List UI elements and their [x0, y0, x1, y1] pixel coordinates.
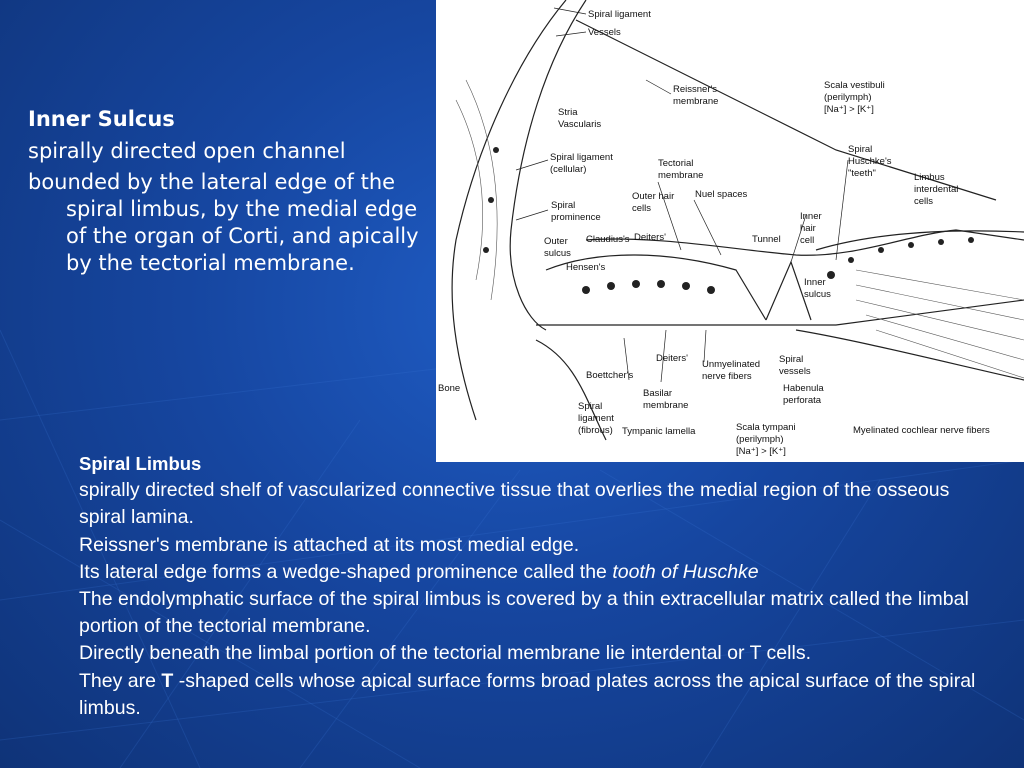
label-scala-tympani-1: Scala tympani: [736, 422, 796, 433]
label-inner-hair-1: Inner: [800, 211, 822, 222]
label-scala-vestibuli-1: Scala vestibuli: [824, 80, 885, 91]
label-tunnel: Tunnel: [752, 234, 781, 245]
spiral-limbus-text: [79, 450, 979, 722]
label-stria-2: Vascularis: [558, 119, 602, 130]
para-3-text: Its lateral edge forms a wedge-shaped prominence called the: [79, 560, 613, 583]
label-limbus-3: cells: [914, 196, 934, 207]
label-scala-vestibuli-3: [Na⁺] > [K⁺]: [824, 104, 874, 115]
label-spiral-fibrous-2: ligament: [578, 413, 614, 424]
label-tectorial-1: Tectorial: [658, 158, 694, 169]
label-scala-tympani-3: [Na⁺] > [K⁺]: [736, 446, 786, 457]
tooth-of-huschke-term: tooth of Huschke: [612, 560, 759, 583]
label-unmyelinated-1: Unmyelinated: [702, 359, 761, 370]
label-vessels: Vessels: [588, 27, 621, 38]
cochlea-diagram: [436, 0, 1024, 462]
label-reissner-1: Reissner's: [673, 84, 718, 95]
inner-sulcus-line-1: spirally directed open channel: [28, 139, 346, 163]
label-hensen: Hensen's: [566, 262, 606, 273]
label-limbus-2: interdental: [914, 184, 959, 195]
label-claudius: Claudius's: [586, 234, 630, 245]
label-habenula-2: perforata: [783, 395, 822, 406]
label-spiral-vessels-2: vessels: [779, 366, 811, 377]
label-outer-sulcus-2: sulcus: [544, 248, 571, 259]
label-limbus-1: Limbus: [914, 172, 945, 183]
label-habenula-1: Habenula: [783, 383, 824, 394]
label-outer-hair-1: Outer hair: [632, 191, 675, 202]
inner-sulcus-text: [28, 106, 428, 281]
spiral-limbus-para-3: [79, 559, 979, 586]
label-spiral-huschke-2: Huschke's: [848, 156, 892, 167]
label-tympanic-lamella: Tympanic lamella: [622, 426, 696, 437]
label-deiters-bottom: Deiters': [656, 353, 688, 364]
label-reissner-2: membrane: [673, 96, 719, 107]
label-spiral-fibrous-1: Spiral: [578, 401, 603, 412]
label-inner-hair-2: hair: [800, 223, 816, 234]
label-nuel-spaces: Nuel spaces: [695, 189, 748, 200]
label-spiral-huschke-3: "teeth": [848, 168, 876, 179]
spiral-limbus-para-6: [79, 668, 979, 722]
label-basilar-1: Basilar: [643, 388, 673, 399]
label-unmyelinated-2: nerve fibers: [702, 371, 752, 382]
t-letter: T: [161, 669, 174, 692]
para-6-suffix: -shaped cells whose apical surface forms broad plates across the apical surface of the spiral limbus.: [79, 669, 976, 719]
spiral-limbus-heading: Spiral Limbus: [79, 453, 202, 474]
cochlear-duct-cross-section-icon: [436, 0, 1024, 462]
para-6-prefix: They are: [79, 669, 162, 692]
spiral-limbus-para-4: The endolymphatic surface of the spiral limbus is covered by a thin extracellular matrix called the limbal portion of the tectorial membrane.: [79, 588, 969, 638]
label-bone: Bone: [438, 383, 461, 394]
inner-sulcus-line-2: bounded by the lateral edge of the spiral limbus, by the medial edge of the organ of Corti, and apically by the tectorial membrane.: [28, 170, 419, 275]
label-inner-hair-3: cell: [800, 235, 815, 246]
label-deiters-top: Deiters': [634, 232, 666, 243]
label-spiral-ligament: Spiral ligament: [588, 9, 651, 20]
label-spiral-lig-cellular-1: Spiral ligament: [550, 152, 613, 163]
label-spiral-fibrous-3: (fibrous): [578, 425, 613, 436]
label-scala-tympani-2: (perilymph): [736, 434, 784, 445]
spiral-limbus-para-5: Directly beneath the limbal portion of the tectorial membrane lie interdental or T cells.: [79, 642, 811, 665]
inner-sulcus-heading: Inner Sulcus: [28, 107, 175, 131]
label-scala-vestibuli-2: (perilymph): [824, 92, 872, 103]
label-inner-sulcus-1: Inner: [804, 277, 826, 288]
label-spiral-prominence-2: prominence: [551, 212, 601, 223]
label-boettcher: Boettcher's: [586, 370, 634, 381]
label-outer-hair-2: cells: [632, 203, 652, 214]
label-outer-sulcus-1: Outer: [544, 236, 568, 247]
label-spiral-prominence-1: Spiral: [551, 200, 576, 211]
label-myelinated: Myelinated cochlear nerve fibers: [853, 425, 990, 436]
spiral-limbus-para-2: Reissner's membrane is attached at its most medial edge.: [79, 533, 580, 556]
label-spiral-lig-cellular-2: (cellular): [550, 164, 587, 175]
label-spiral-huschke-1: Spiral: [848, 144, 873, 155]
label-inner-sulcus-2: sulcus: [804, 289, 831, 300]
label-stria-1: Stria: [558, 107, 578, 118]
label-tectorial-2: membrane: [658, 170, 704, 181]
label-basilar-2: membrane: [643, 400, 689, 411]
label-spiral-vessels-1: Spiral: [779, 354, 804, 365]
spiral-limbus-para-1: spirally directed shelf of vascularized connective tissue that overlies the medial region of the osseous spiral lamina.: [79, 479, 950, 529]
